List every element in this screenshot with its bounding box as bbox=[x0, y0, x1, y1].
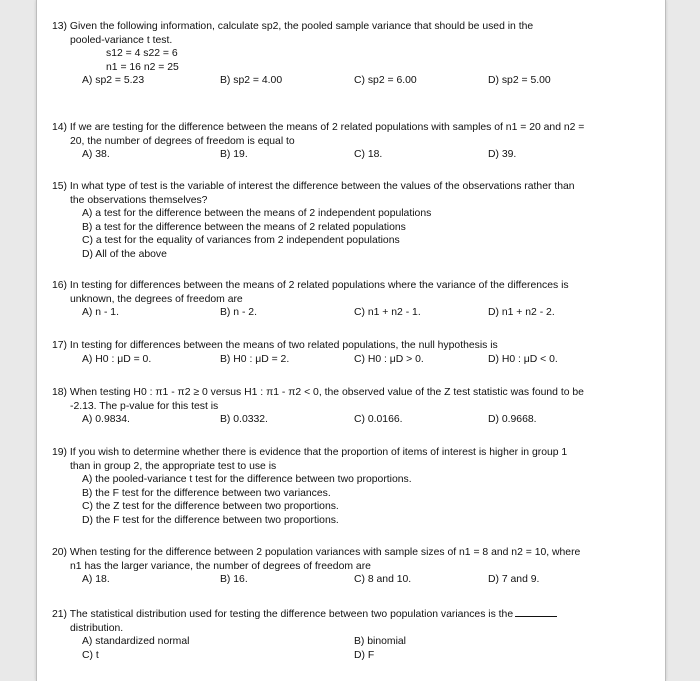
question-15-stem-line-1: 15) In what type of test is the variable of interest the difference between the values of the observations rather than bbox=[52, 181, 575, 192]
question-20-stem-line-1: 20) When testing for the difference between 2 population variances with sample sizes of n1 = 8 and n2 = 10, where bbox=[52, 547, 581, 558]
question-18-option-b[interactable]: B) 0.0332. bbox=[220, 414, 268, 426]
question-21-stem-line-2: distribution. bbox=[70, 622, 124, 634]
question-16 bbox=[52, 279, 612, 320]
question-14-option-c[interactable]: C) 18. bbox=[354, 149, 383, 161]
question-18-stem-line-1: 18) When testing H0 : π1 - π2 ≥ 0 versus H1 : π1 - π2 < 0, the observed value of the Z test statistic was found to be bbox=[52, 387, 584, 398]
question-21-option-b[interactable]: B) binomial bbox=[354, 636, 406, 648]
question-13-option-b[interactable]: B) sp2 = 4.00 bbox=[220, 75, 283, 87]
question-14-option-b[interactable]: B) 19. bbox=[220, 149, 248, 161]
question-19-stem-line-2: than in group 2, the appropriate test to use is bbox=[70, 460, 277, 472]
question-19-stem-line-1: 19) If you wish to determine whether there is evidence that the proportion of items of interest is higher in group 1 bbox=[52, 447, 568, 458]
question-15-option-a[interactable]: A) a test for the difference between the means of 2 independent populations bbox=[82, 208, 432, 220]
question-20 bbox=[52, 546, 612, 587]
question-13-option-c[interactable]: C) sp2 = 6.00 bbox=[354, 75, 417, 87]
question-16-stem-line-1: 16) In testing for differences between the means of 2 related populations where the variance of the differences is bbox=[52, 280, 569, 291]
question-14-stem-line-1: 14) If we are testing for the difference between the means of 2 related populations with samples of n1 = 20 and n2 = bbox=[52, 122, 585, 133]
question-20-option-d[interactable]: D) 7 and 9. bbox=[488, 574, 540, 586]
question-17-stem-line-1: 17) In testing for differences between the means of two related populations, the null hypothesis is bbox=[52, 340, 498, 351]
question-21-option-a[interactable]: A) standardized normal bbox=[82, 636, 190, 648]
question-16-stem-line-2: unknown, the degrees of freedom are bbox=[70, 293, 243, 305]
question-18 bbox=[52, 386, 612, 427]
question-19-option-a[interactable]: A) the pooled-variance t test for the difference between two proportions. bbox=[82, 474, 412, 486]
question-13-stem-line-1: 13) Given the following information, calculate sp2, the pooled sample variance that should be used in the bbox=[52, 21, 534, 32]
question-13-given-variances: s12 = 4 s22 = 6 bbox=[106, 48, 178, 60]
question-17-option-d[interactable]: D) H0 : μD < 0. bbox=[488, 353, 558, 365]
question-19-option-d[interactable]: D) the F test for the difference between two proportions. bbox=[82, 514, 339, 526]
question-18-option-c[interactable]: C) 0.0166. bbox=[354, 414, 403, 426]
question-18-stem-line-2: -2.13. The p-value for this test is bbox=[70, 400, 219, 412]
question-13-stem-line-2: pooled-variance t test. bbox=[70, 34, 173, 46]
question-15-option-b[interactable]: B) a test for the difference between the means of 2 related populations bbox=[82, 221, 406, 233]
question-15 bbox=[52, 180, 612, 262]
question-19-option-b[interactable]: B) the F test for the difference between two variances. bbox=[82, 487, 331, 499]
question-17-option-b[interactable]: B) H0 : μD = 2. bbox=[220, 353, 290, 365]
question-20-stem-line-2: n1 has the larger variance, the number of degrees of freedom are bbox=[70, 560, 371, 572]
answer-blank bbox=[515, 607, 557, 617]
question-17-option-c[interactable]: C) H0 : μD > 0. bbox=[354, 353, 424, 365]
question-17-option-a[interactable]: A) H0 : μD = 0. bbox=[82, 353, 152, 365]
question-15-option-d[interactable]: D) All of the above bbox=[82, 248, 167, 260]
question-16-option-d[interactable]: D) n1 + n2 - 2. bbox=[488, 307, 555, 319]
question-13-option-d[interactable]: D) sp2 = 5.00 bbox=[488, 75, 551, 87]
question-17 bbox=[52, 339, 612, 366]
question-16-option-a[interactable]: A) n - 1. bbox=[82, 307, 119, 319]
question-20-option-c[interactable]: C) 8 and 10. bbox=[354, 574, 412, 586]
question-14-stem-line-2: 20, the number of degrees of freedom is equal to bbox=[70, 135, 295, 147]
question-18-option-a[interactable]: A) 0.9834. bbox=[82, 414, 130, 426]
question-16-option-b[interactable]: B) n - 2. bbox=[220, 307, 257, 319]
question-15-stem-line-2: the observations themselves? bbox=[70, 194, 208, 206]
question-13-given-sizes: n1 = 16 n2 = 25 bbox=[106, 61, 179, 73]
question-18-option-d[interactable]: D) 0.9668. bbox=[488, 414, 537, 426]
question-21-option-d[interactable]: D) F bbox=[354, 649, 375, 661]
question-21 bbox=[52, 607, 612, 662]
question-15-option-c[interactable]: C) a test for the equality of variances from 2 independent populations bbox=[82, 235, 400, 247]
question-14-option-d[interactable]: D) 39. bbox=[488, 149, 517, 161]
question-16-option-c[interactable]: C) n1 + n2 - 1. bbox=[354, 307, 421, 319]
question-19-option-c[interactable]: C) the Z test for the difference between two proportions. bbox=[82, 501, 339, 513]
question-20-option-b[interactable]: B) 16. bbox=[220, 574, 248, 586]
question-13 bbox=[52, 20, 612, 88]
question-19 bbox=[52, 446, 612, 528]
question-13-option-a[interactable]: A) sp2 = 5.23 bbox=[82, 75, 145, 87]
question-14 bbox=[52, 121, 612, 162]
question-21-stem-line-1: 21) The statistical distribution used for testing the difference between two population variances is the bbox=[52, 609, 514, 620]
question-20-option-a[interactable]: A) 18. bbox=[82, 574, 110, 586]
question-14-option-a[interactable]: A) 38. bbox=[82, 149, 110, 161]
question-21-option-c[interactable]: C) t bbox=[82, 649, 99, 661]
